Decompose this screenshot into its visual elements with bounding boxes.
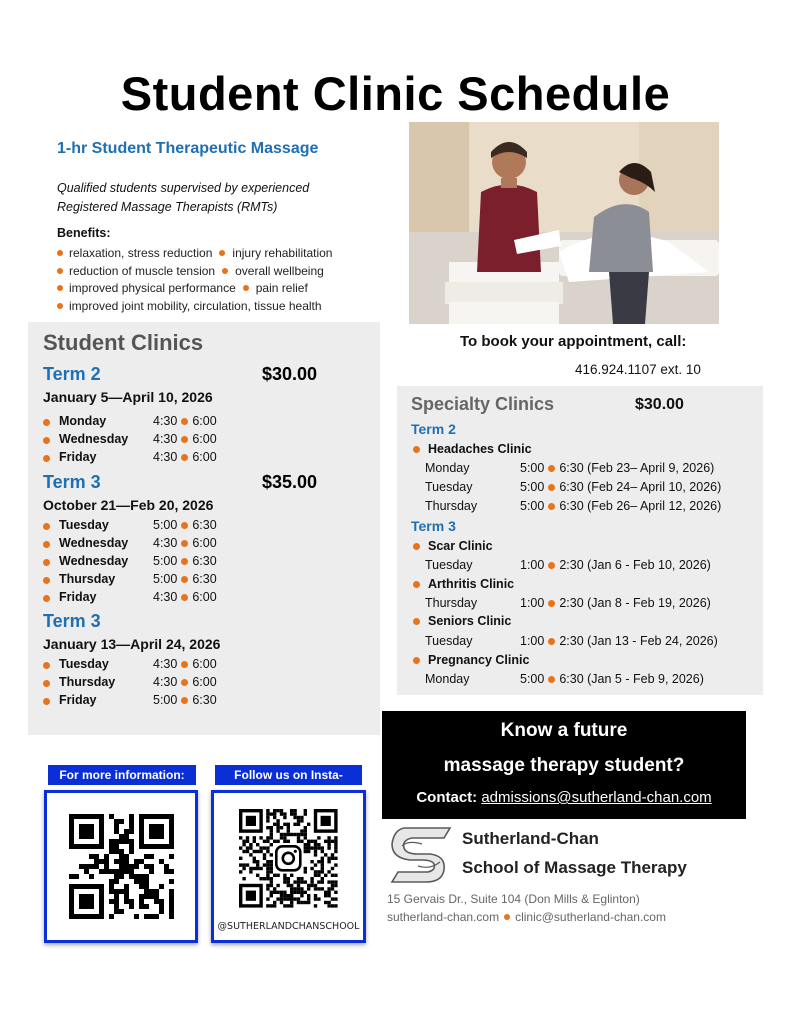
session-row bbox=[43, 518, 343, 536]
session-day: Tuesday bbox=[59, 657, 109, 671]
term-price: $30.00 bbox=[262, 364, 318, 384]
bullet-icon bbox=[43, 595, 50, 602]
benefit-item: pain relief bbox=[255, 281, 308, 295]
referral-line-2: massage therapy student? bbox=[443, 755, 685, 776]
term-dates: October 21—Feb 20, 2026 bbox=[43, 497, 214, 513]
admissions-email-link[interactable]: admissions@sutherland-chan.com bbox=[481, 789, 712, 806]
specialty-day: Monday bbox=[425, 672, 470, 686]
bullet-icon bbox=[243, 285, 249, 291]
bullet-icon bbox=[181, 697, 188, 704]
benefit-item: reduction of muscle tension bbox=[69, 264, 216, 278]
session-time: 5:00 6:30 bbox=[153, 572, 217, 586]
term-title: Term 2 bbox=[43, 364, 101, 384]
specialty-row bbox=[425, 480, 755, 497]
session-time: 5:00 6:30 bbox=[153, 693, 217, 707]
bullet-icon bbox=[413, 657, 420, 664]
specialty-row bbox=[425, 634, 755, 651]
specialty-row bbox=[425, 596, 755, 613]
info-qr-label: For more information: bbox=[48, 765, 196, 785]
bullet-icon bbox=[181, 436, 188, 443]
session-row bbox=[43, 693, 343, 711]
bullet-icon bbox=[548, 600, 555, 607]
info-qr-code[interactable] bbox=[47, 793, 195, 940]
session-time: 4:30 6:00 bbox=[153, 590, 217, 604]
benefit-item: injury rehabilitation bbox=[232, 246, 333, 260]
bullet-icon bbox=[181, 661, 188, 668]
instagram-handle: @SUTHERLANDCHANSCHOOL bbox=[217, 921, 360, 932]
session-row bbox=[43, 414, 343, 432]
specialty-time: 1:00 2:30 (Jan 13 - Feb 24, 2026) bbox=[520, 634, 718, 648]
specialty-row bbox=[425, 499, 755, 516]
info-qr-card[interactable] bbox=[44, 790, 198, 943]
session-row bbox=[43, 657, 343, 675]
session-time: 5:00 6:30 bbox=[153, 554, 217, 568]
session-row bbox=[43, 590, 343, 608]
supervision-line-1: Qualified students supervised by experienced bbox=[57, 181, 310, 195]
bullet-icon bbox=[43, 559, 50, 566]
specialty-row bbox=[425, 672, 755, 689]
instagram-flash-icon bbox=[294, 850, 297, 853]
bullet-icon bbox=[43, 455, 50, 462]
school-website-link[interactable]: sutherland-chan.com bbox=[387, 910, 500, 924]
bullet-icon bbox=[57, 303, 63, 309]
school-contact-line bbox=[387, 910, 666, 924]
bullet-icon bbox=[548, 503, 555, 510]
specialty-time: 5:00 6:30 (Feb 23– April 9, 2026) bbox=[520, 461, 715, 475]
session-day: Wednesday bbox=[59, 536, 129, 550]
bullet-icon bbox=[504, 914, 510, 920]
service-subtitle: 1-hr Student Therapeutic Massage bbox=[57, 140, 319, 157]
session-row bbox=[43, 675, 343, 693]
referral-box bbox=[382, 711, 746, 819]
supervision-note bbox=[57, 179, 377, 217]
session-day: Tuesday bbox=[59, 518, 109, 532]
bullet-icon bbox=[548, 465, 555, 472]
school-name-line-2: School of Massage Therapy bbox=[462, 858, 687, 877]
bullet-icon bbox=[43, 541, 50, 548]
page-title: Student Clinic Schedule bbox=[120, 67, 671, 120]
specialty-term-title: Term 3 bbox=[411, 518, 456, 534]
bullet-icon bbox=[548, 484, 555, 491]
specialty-time: 5:00 6:30 (Feb 24– April 10, 2026) bbox=[520, 480, 722, 494]
specialty-day: Monday bbox=[425, 461, 470, 475]
bullet-icon bbox=[222, 268, 228, 274]
bullet-icon bbox=[43, 437, 50, 444]
specialty-time: 5:00 6:30 (Jan 5 - Feb 9, 2026) bbox=[520, 672, 704, 686]
session-day: Monday bbox=[59, 414, 107, 428]
bullet-icon bbox=[413, 581, 420, 588]
benefit-item: improved physical performance bbox=[69, 281, 236, 295]
bullet-icon bbox=[181, 576, 188, 583]
specialty-day: Thursday bbox=[425, 499, 478, 513]
session-day: Friday bbox=[59, 693, 97, 707]
bullet-icon bbox=[219, 250, 225, 256]
specialty-row bbox=[425, 461, 755, 478]
session-day: Wednesday bbox=[59, 432, 129, 446]
session-row bbox=[43, 432, 343, 450]
specialty-clinics-heading: Specialty Clinics bbox=[411, 394, 555, 414]
bullet-icon bbox=[43, 577, 50, 584]
bullet-icon bbox=[181, 418, 188, 425]
benefits-heading: Benefits: bbox=[57, 226, 111, 240]
session-time: 4:30 6:00 bbox=[153, 414, 217, 428]
instagram-lens-icon bbox=[283, 853, 294, 864]
session-time: 4:30 6:00 bbox=[153, 450, 217, 464]
specialty-time: 1:00 2:30 (Jan 8 - Feb 19, 2026) bbox=[520, 596, 711, 610]
session-row bbox=[43, 572, 343, 590]
bullet-icon bbox=[181, 454, 188, 461]
bullet-icon bbox=[413, 446, 420, 453]
session-day: Thursday bbox=[59, 572, 116, 586]
instagram-qr-code[interactable] bbox=[214, 793, 363, 940]
specialty-price: $30.00 bbox=[635, 396, 684, 413]
specialty-clinic-name: Headaches Clinic bbox=[411, 442, 532, 456]
bullet-icon bbox=[181, 679, 188, 686]
benefit-line bbox=[57, 246, 332, 260]
session-time: 5:00 6:30 bbox=[153, 518, 217, 532]
term-dates: January 5—April 10, 2026 bbox=[43, 389, 213, 405]
instagram-qr-label: Follow us on Insta- bbox=[215, 765, 362, 785]
clinic-photo-illustration bbox=[409, 122, 719, 324]
bullet-icon bbox=[43, 523, 50, 530]
school-logo-mark bbox=[388, 824, 454, 884]
benefit-line bbox=[57, 281, 308, 295]
session-row bbox=[43, 450, 343, 468]
specialty-day: Tuesday bbox=[425, 634, 473, 648]
specialty-term-title: Term 2 bbox=[411, 421, 456, 437]
bullet-icon bbox=[57, 268, 63, 274]
benefit-line bbox=[57, 299, 322, 313]
session-day: Friday bbox=[59, 590, 97, 604]
bullet-icon bbox=[181, 558, 188, 565]
session-time: 4:30 6:00 bbox=[153, 675, 217, 689]
specialty-row bbox=[425, 558, 755, 575]
booking-label: To book your appointment, call: bbox=[460, 333, 687, 350]
school-logo bbox=[388, 824, 454, 884]
bullet-icon bbox=[43, 698, 50, 705]
specialty-clinic-name: Seniors Clinic bbox=[411, 614, 511, 628]
bullet-icon bbox=[548, 638, 555, 645]
bullet-icon bbox=[43, 680, 50, 687]
school-name-line-1: Sutherland-Chan bbox=[462, 829, 599, 848]
term-title: Term 3 bbox=[43, 611, 101, 631]
specialty-time: 1:00 2:30 (Jan 6 - Feb 10, 2026) bbox=[520, 558, 711, 572]
specialty-clinic-name: Pregnancy Clinic bbox=[411, 653, 529, 667]
school-address: 15 Gervais Dr., Suite 104 (Don Mills & Eglinton) bbox=[387, 892, 640, 906]
referral-contact bbox=[382, 789, 746, 806]
bullet-icon bbox=[57, 285, 63, 291]
session-time: 4:30 6:00 bbox=[153, 657, 217, 671]
session-day: Friday bbox=[59, 450, 97, 464]
specialty-day: Tuesday bbox=[425, 480, 473, 494]
term-dates: January 13—April 24, 2026 bbox=[43, 636, 221, 652]
session-time: 4:30 6:00 bbox=[153, 536, 217, 550]
instagram-icon bbox=[276, 846, 300, 870]
contact-label: Contact: bbox=[416, 789, 478, 806]
clinic-photo bbox=[409, 122, 719, 324]
bullet-icon bbox=[413, 618, 420, 625]
specialty-day: Tuesday bbox=[425, 558, 473, 572]
session-time: 4:30 6:00 bbox=[153, 432, 217, 446]
specialty-day: Thursday bbox=[425, 596, 478, 610]
bullet-icon bbox=[43, 419, 50, 426]
specialty-clinic-name: Scar Clinic bbox=[411, 539, 493, 553]
bullet-icon bbox=[548, 676, 555, 683]
session-row bbox=[43, 554, 343, 572]
bullet-icon bbox=[181, 594, 188, 601]
benefit-item: relaxation, stress reduction bbox=[69, 246, 213, 260]
booking-phone[interactable]: 416.924.1107 ext. 10 bbox=[575, 362, 701, 377]
referral-line-1: Know a future bbox=[500, 720, 628, 741]
session-day: Wednesday bbox=[59, 554, 129, 568]
benefit-item: overall wellbeing bbox=[235, 264, 324, 278]
bullet-icon bbox=[548, 562, 555, 569]
school-email-link[interactable]: clinic@sutherland-chan.com bbox=[515, 910, 666, 924]
term-price: $35.00 bbox=[262, 472, 318, 492]
benefit-line bbox=[57, 264, 324, 278]
term-title: Term 3 bbox=[43, 472, 101, 492]
student-clinics-heading: Student Clinics bbox=[43, 330, 204, 355]
bullet-icon bbox=[413, 543, 420, 550]
bullet-icon bbox=[181, 540, 188, 547]
session-row bbox=[43, 536, 343, 554]
benefit-item: improved joint mobility, circulation, tissue health bbox=[69, 299, 322, 313]
specialty-clinic-name: Arthritis Clinic bbox=[411, 577, 514, 591]
instagram-qr-card[interactable] bbox=[211, 790, 366, 943]
bullet-icon bbox=[57, 250, 63, 256]
specialty-time: 5:00 6:30 (Feb 26– April 12, 2026) bbox=[520, 499, 722, 513]
bullet-icon bbox=[43, 662, 50, 669]
session-day: Thursday bbox=[59, 675, 116, 689]
supervision-line-2: Registered Massage Therapists (RMTs) bbox=[57, 200, 278, 214]
bullet-icon bbox=[181, 522, 188, 529]
